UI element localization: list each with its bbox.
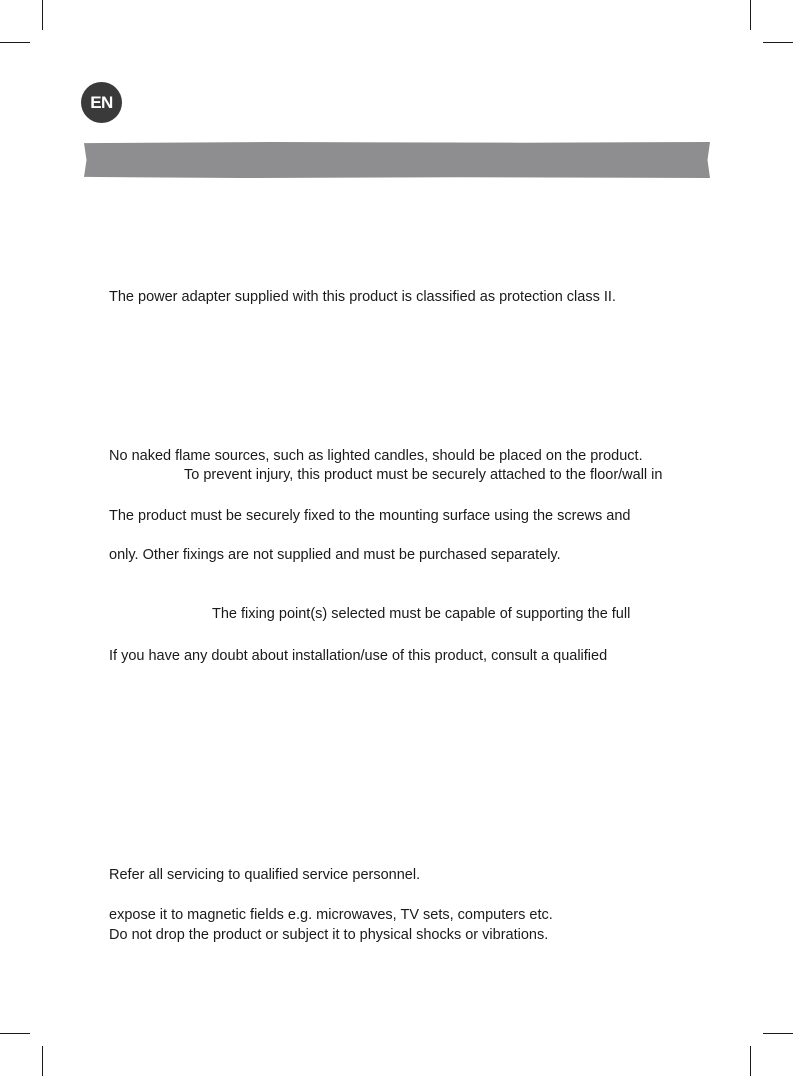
- text-line-magnetic-fields: expose it to magnetic fields e.g. microwaves, TV sets, computers etc.: [109, 907, 553, 923]
- text-line-installation-doubt: If you have any doubt about installation/use of this product, consult a qualified: [109, 648, 608, 664]
- crop-mark-top-left-vertical: [42, 0, 43, 30]
- crop-mark-top-right-vertical: [750, 0, 751, 30]
- crop-mark-top-left-horizontal: [0, 42, 30, 43]
- text-line-securely-fixed: The product must be securely fixed to the mounting surface using the screws and: [109, 508, 631, 524]
- crop-mark-bottom-right-vertical: [750, 1046, 751, 1076]
- text-line-drop-product: Do not drop the product or subject it to physical shocks or vibrations.: [109, 927, 549, 943]
- language-badge-label: EN: [90, 92, 113, 112]
- crop-mark-bottom-left-vertical: [42, 1046, 43, 1076]
- text-line-servicing: Refer all servicing to qualified service personnel.: [109, 867, 421, 883]
- crop-mark-bottom-left-horizontal: [0, 1033, 30, 1034]
- text-line-prevent-injury: To prevent injury, this product must be securely attached to the floor/wall in: [184, 467, 663, 483]
- crop-mark-bottom-right-horizontal: [763, 1033, 793, 1034]
- crop-mark-top-right-horizontal: [763, 42, 793, 43]
- text-line-fixing-points: The fixing point(s) selected must be capable of supporting the full: [212, 606, 631, 622]
- text-line-power-adapter: The power adapter supplied with this product is classified as protection class II.: [109, 289, 616, 305]
- section-header-bar: [84, 142, 710, 178]
- text-line-other-fixings: only. Other fixings are not supplied and must be purchased separately.: [109, 547, 561, 563]
- language-badge: [81, 82, 122, 123]
- text-line-naked-flame: No naked flame sources, such as lighted candles, should be placed on the product.: [109, 448, 643, 464]
